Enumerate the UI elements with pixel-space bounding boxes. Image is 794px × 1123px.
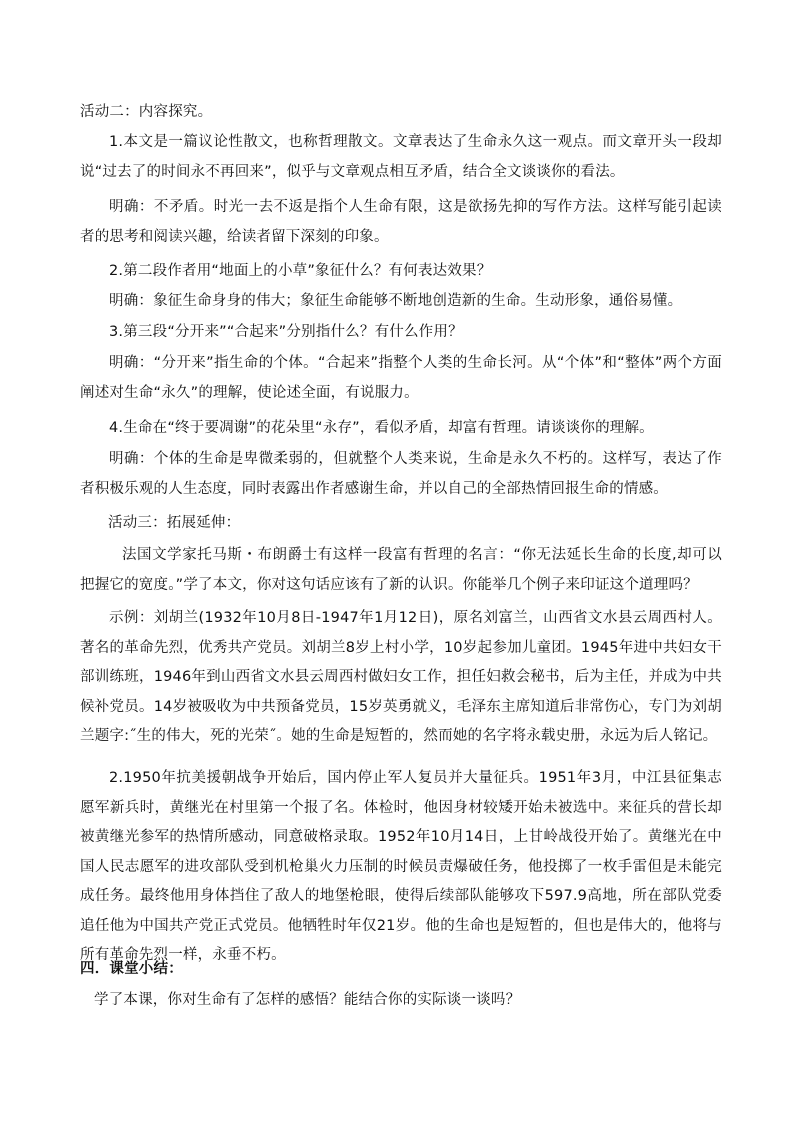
answer-4: 明确：个体的生命是卑微柔弱的，但就整个人类来说，生命是永久不朽的。这样写，表达了作者积极乐观的人生态度，同时表露出作者感谢生命，并以自己的全部热情回报生命的情感。 [80,451,722,497]
activity3-title: 活动三：拓展延伸： [108,515,241,531]
answer-2: 明确：象征生命身身的伟大；象征生命能够不断地创造新的生命。生动形象，通俗易懂。 [109,293,683,309]
section4-title: 四．课堂小结： [80,961,183,977]
question-3: 3.第三段“分开来”“合起来”分别指什么？有什么作用？ [109,324,463,340]
extension-prompt: 法国文学家托马斯・布朗爵士有这样一段富有哲理的名言：“你无法延长生命的长度,却可以把握它的宽度。”学了本文，你对这句话应该有了新的认识。你能举几个例子来印证这个道理吗？ [80,547,722,593]
question-2: 2.第二段作者用“地面上的小草”象征什么？有何表达效果？ [109,263,492,279]
activity2-title: 活动二：内容探究。 [80,104,213,120]
answer-1: 明确：不矛盾。时光一去不返是指个人生命有限，这是欲扬先抑的写作方法。这样写能引起读者的思考和阅读兴趣，给读者留下深刻的印象。 [80,199,722,245]
answer-3: 明确：“分开来”指生命的个体。“合起来”指整个人类的生命长河。从“个体”和“整体”两个方面阐述对生命“永久”的理解，使论述全面，有说服力。 [80,355,722,401]
example-2: 2.1950年抗美援朝战争开始后，国内停止军人复员并大量征兵。1951年3月，中江县征集志愿军新兵时，黄继光在村里第一个报了名。体检时，他因身材较矮开始未被选中。来征兵的营长却被黄继光参军的热情所感动，同意破格录取。1952年10月14日，上甘岭战役开始了。黄继光在中国人民志愿军的进攻部队受到机枪巢火力压制的时候员责爆破任务，他投掷了一枚手雷但是未能完成任务。最终他用身体挡住了敌人的地堡枪眼，使得后续部队能够攻下597.9高地，所在部队党委追任他为中国共产党正式党员。他牺牲时年仅21岁。他的生命也是短暂的，但也是伟大的，他将与所有革命先烈一样，永垂不朽。 [80,770,722,963]
question-1: 1.本文是一篇议论性散文，也称哲理散文。文章表达了生命永久这一观点。而文章开头一段却说“过去了的时间永不再回来”，似乎与文章观点相互矛盾，结合全文谈谈你的看法。 [80,134,722,180]
question-4: 4.生命在“终于要凋谢”的花朵里“永存”，看似矛盾，却富有哲理。请谈谈你的理解。 [109,420,654,436]
summary-question: 学了本课，你对生命有了怎样的感悟？能结合你的实际谈一谈吗？ [94,992,521,1008]
example-1: 示例：刘胡兰(1932年10月8日-1947年1月12日)，原名刘富兰，山西省文水县云周西村人。著名的革命先烈，优秀共产党员。刘胡兰8岁上村小学，10岁起参加儿童团。1945年进中共妇女干部训练班，1946年到山西省文水县云周西村做妇女工作，担任妇救会秘书，后为主任，并成为中共候补党员。14岁被吸收为中共预备党员，15岁英勇就义，毛泽东主席知道后非常伤心，专门为刘胡兰题字:˝生的伟大，死的光荣˝。她的生命是短暂的，然而她的名字将永载史册，永远为后人铭记。 [80,610,722,744]
